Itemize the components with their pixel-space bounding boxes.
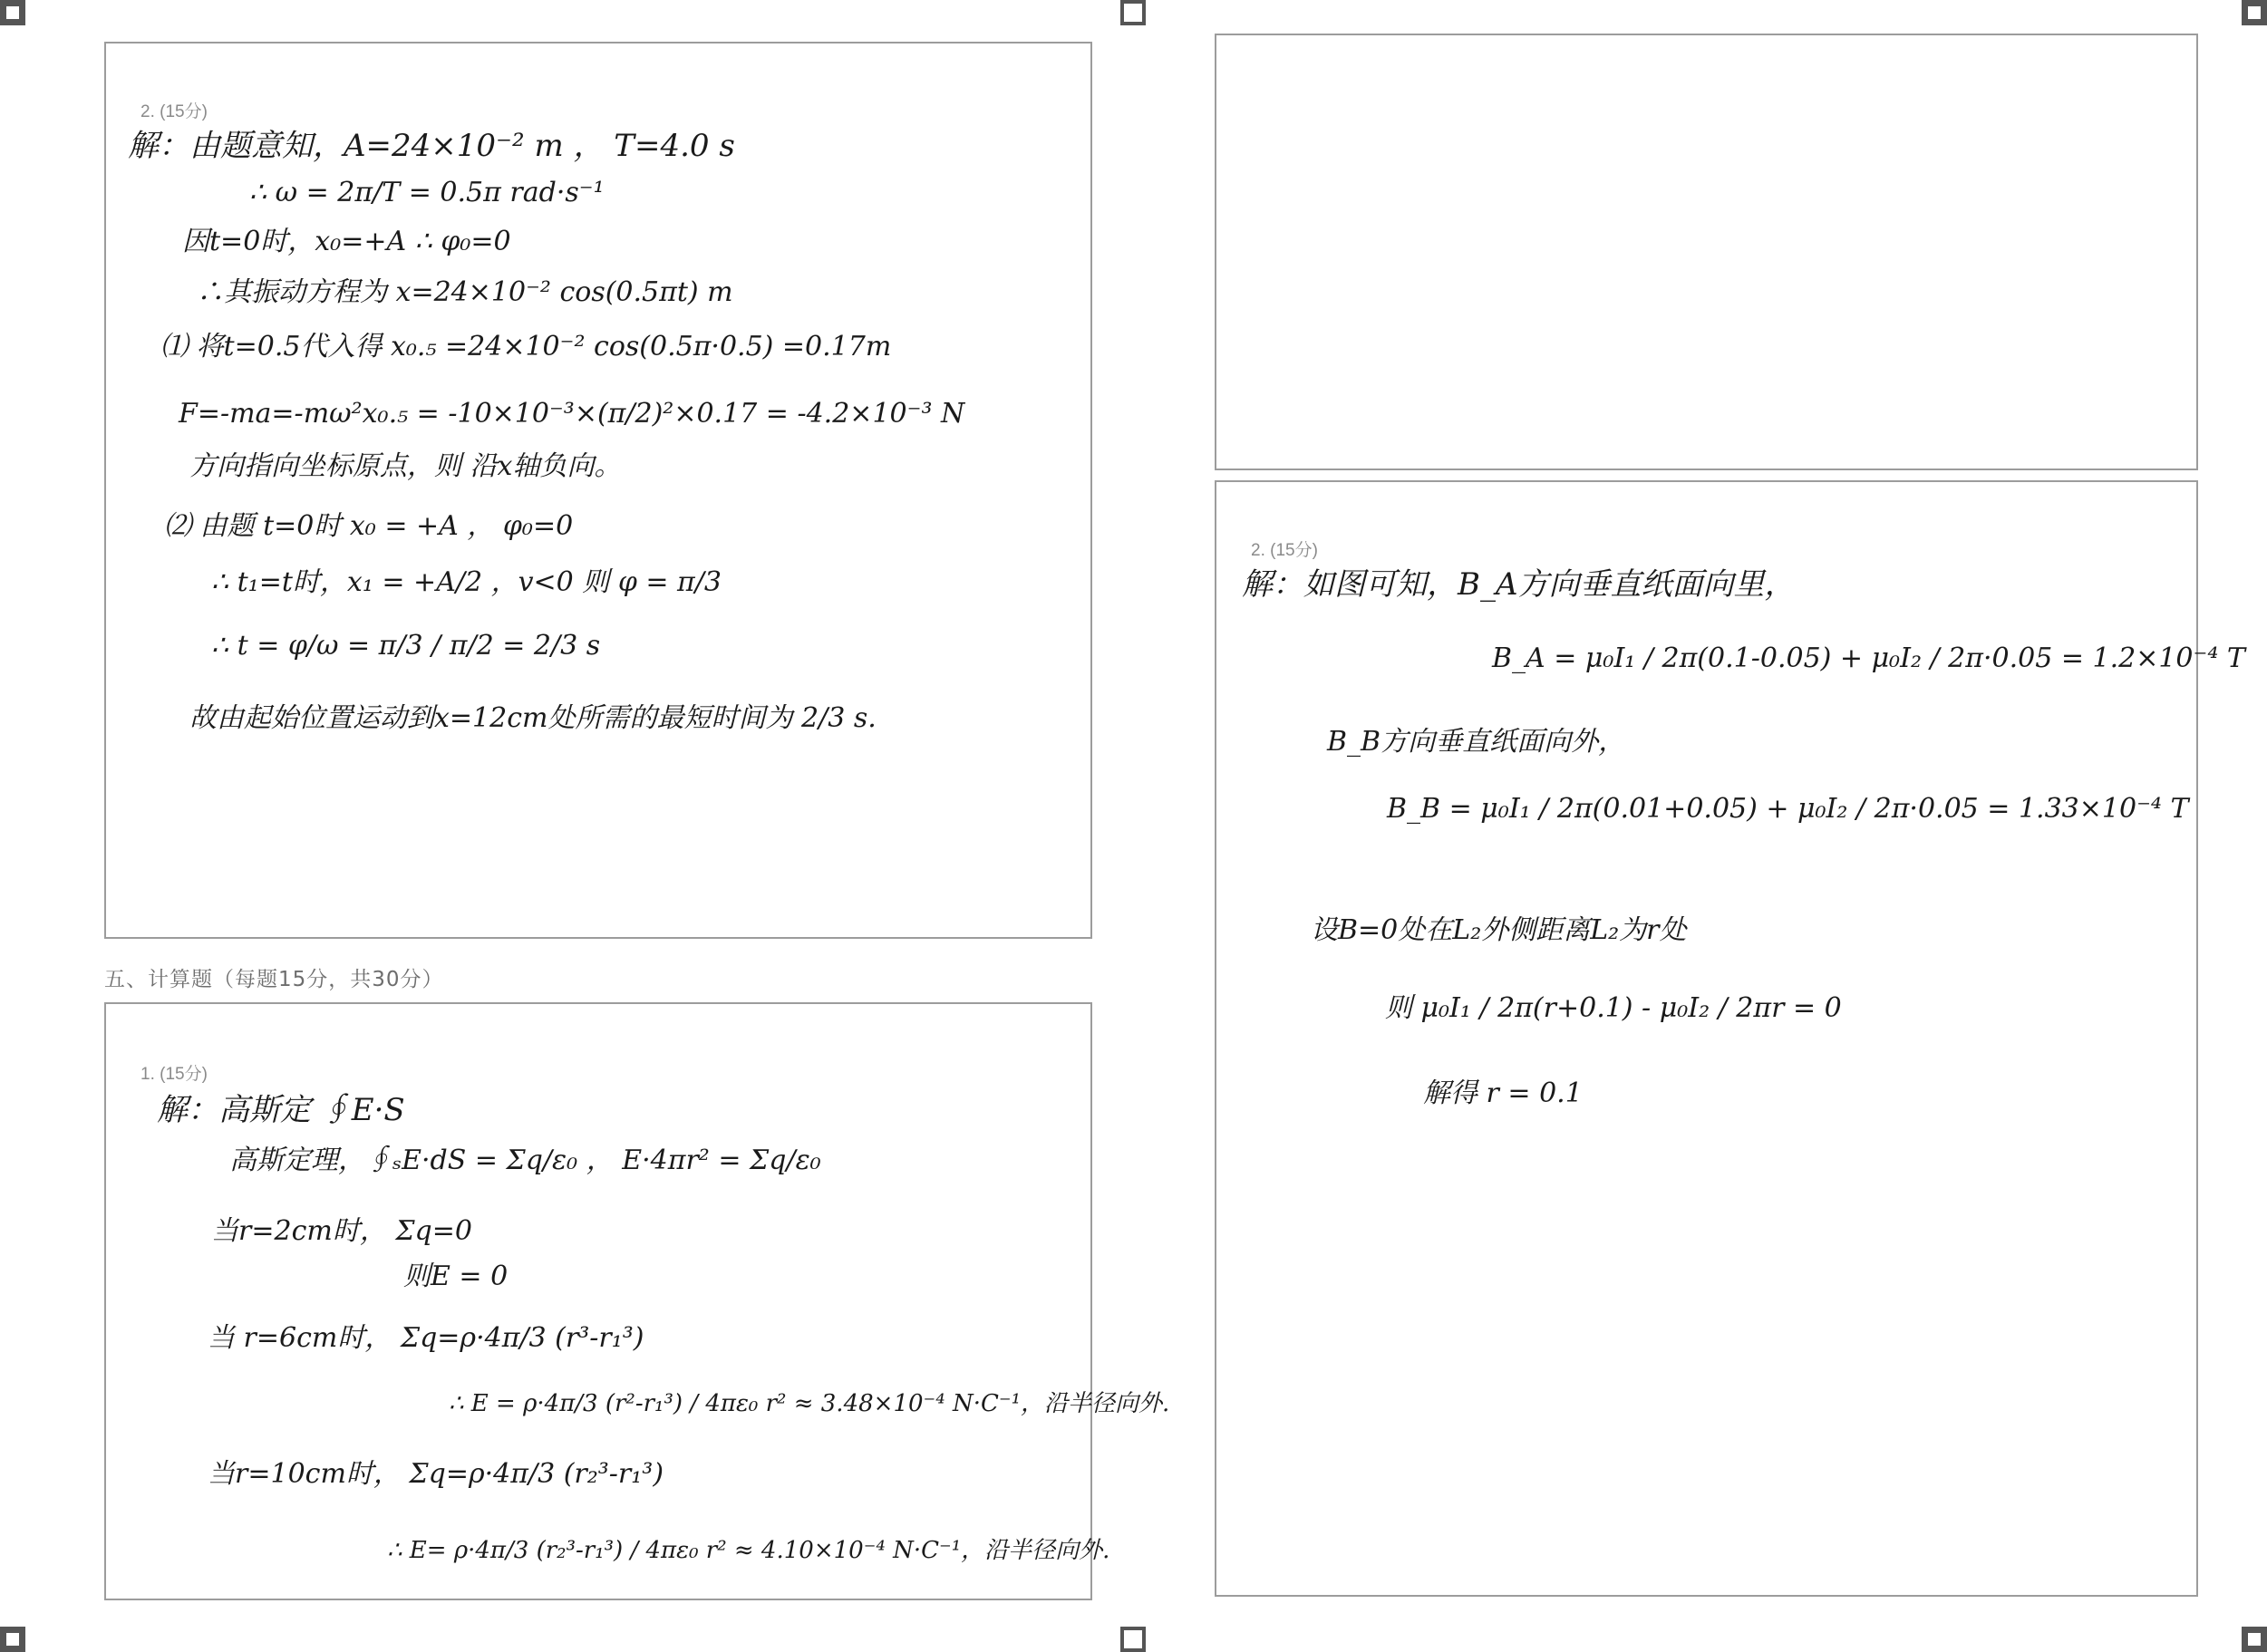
answer-line: B_A = μ₀I₁ / 2π(0.1-0.05) + μ₀I₂ / 2π·0.05 = 1.2×10⁻⁴ T bbox=[1492, 642, 2245, 674]
answer-line: ∴ E = ρ·4π/3 (r²-r₁³) / 4πε₀ r² ≈ 3.48×10⁻⁴ N·C⁻¹，沿半径向外. bbox=[449, 1390, 1170, 1417]
answer-line: 解：如图可知，B_A方向垂直纸面向里， bbox=[1242, 566, 1796, 603]
section-header: 五、计算题（每题15分，共30分） bbox=[104, 968, 444, 991]
answer-line: 则E = 0 bbox=[403, 1261, 509, 1292]
registration-mark-bottom-center bbox=[1120, 1627, 1146, 1652]
registration-mark-top-left bbox=[0, 0, 25, 25]
answer-line: 方向指向坐标原点，则 沿x轴负向。 bbox=[189, 450, 622, 482]
answer-line: 则 μ₀I₁ / 2π(r+0.1) - μ₀I₂ / 2πr = 0 bbox=[1385, 992, 1842, 1024]
answer-panel-bottom-right bbox=[1215, 480, 2245, 1597]
answer-line: ∴其振动方程为 x=24×10⁻² cos(0.5πt) m bbox=[197, 276, 733, 308]
answer-line: ∴ ω = 2π/T = 0.5π rad·s⁻¹ bbox=[249, 177, 605, 208]
answer-line: ∴ E= ρ·4π/3 (r₂³-r₁³) / 4πε₀ r² ≈ 4.10×10⁻⁴ N·C⁻¹，沿半径向外. bbox=[387, 1537, 1110, 1564]
question-label: 2. (15分) bbox=[140, 102, 208, 121]
answer-panel-bottom-left bbox=[104, 1002, 1170, 1600]
answer-panel-top-right bbox=[1215, 34, 2198, 470]
answer-line: B_B方向垂直纸面向外， bbox=[1327, 726, 1626, 758]
answer-line: B_B = μ₀I₁ / 2π(0.01+0.05) + μ₀I₂ / 2π·0.05 = 1.33×10⁻⁴ T bbox=[1387, 793, 2189, 825]
answer-line: 设B=0处在L₂外侧距离L₂为r处 bbox=[1311, 914, 1687, 946]
answer-line: 因t=0时，x₀=+A ∴ φ₀=0 bbox=[182, 226, 511, 257]
answer-line: 高斯定理，∮ₛE·dS = Σq/ε₀ ， E·4πr² = Σq/ε₀ bbox=[229, 1145, 821, 1176]
registration-mark-top-right bbox=[2242, 0, 2267, 25]
question-label: 2. (15分) bbox=[1251, 541, 1318, 560]
answer-line: 当 r=6cm时， Σq=ρ·4π/3 (r³-r₁³) bbox=[208, 1322, 644, 1354]
answer-line: ⑴ 将t=0.5代入得 x₀.₅ =24×10⁻² cos(0.5π·0.5) =0.17m bbox=[160, 331, 892, 362]
answer-line: 解得 r = 0.1 bbox=[1423, 1077, 1583, 1109]
registration-mark-top-center bbox=[1120, 0, 1146, 25]
answer-line: ∴ t₁=t时，x₁ = +A/2 ，v<0 则 φ = π/3 bbox=[211, 566, 722, 598]
answer-line: 故由起始位置运动到x=12cm处所需的最短时间为 2/3 s. bbox=[189, 702, 877, 734]
registration-mark-bottom-left bbox=[0, 1627, 25, 1652]
answer-line: 解：高斯定 ∮E·S bbox=[157, 1092, 405, 1128]
answer-line: ⑵ 由题 t=0时 x₀ = +A ， φ₀=0 bbox=[164, 510, 574, 542]
answer-line: F=-ma=-mω²x₀.₅ = -10×10⁻³×(π/2)²×0.17 = -4.2×10⁻³ N bbox=[179, 398, 965, 430]
registration-mark-bottom-right bbox=[2242, 1627, 2267, 1652]
answer-line: ∴ t = φ/ω = π/3 / π/2 = 2/3 s bbox=[211, 630, 601, 662]
answer-line: 当r=10cm时， Σq=ρ·4π/3 (r₂³-r₁³) bbox=[208, 1458, 664, 1490]
answer-line: 当r=2cm时， Σq=0 bbox=[211, 1215, 472, 1247]
question-label: 1. (15分) bbox=[140, 1065, 208, 1084]
answer-panel-top-left bbox=[104, 42, 1092, 939]
answer-line: 解：由题意知，A=24×10⁻² m ， T=4.0 s bbox=[128, 128, 735, 164]
